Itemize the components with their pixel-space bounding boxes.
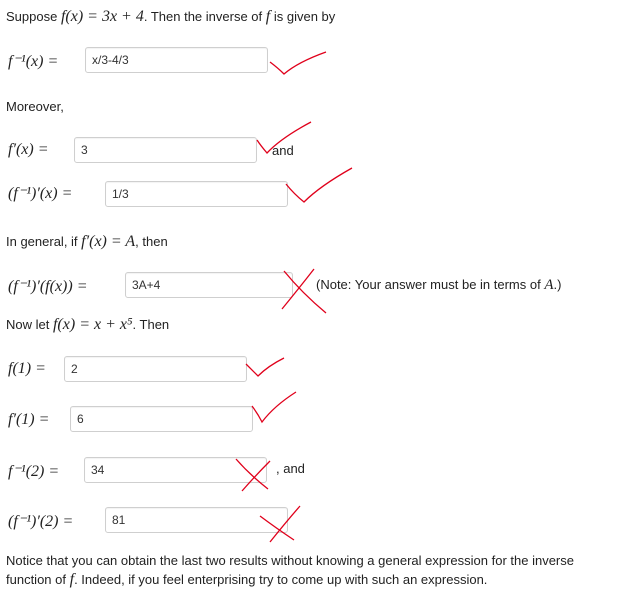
general-expr: f′(x) = A	[81, 233, 136, 250]
intro-suppose: Suppose	[6, 9, 58, 24]
notice-line2-b: . Indeed, if you feel enterprising try to come up with such an expression.	[74, 572, 488, 587]
notice-line2-a: function of	[6, 572, 66, 587]
intro-f-letter: f	[265, 8, 271, 25]
q-finvprime2-label: (f⁻¹)′(2) =	[8, 513, 74, 530]
intro-tail: . Then the inverse of	[143, 9, 263, 24]
q-finv2-label: f⁻¹(2) =	[8, 463, 60, 480]
note-end: .)	[553, 277, 562, 292]
q-inverse-label: f⁻¹(x) =	[8, 53, 59, 70]
f1-answer-field[interactable]: 2	[64, 356, 247, 382]
check-icon	[268, 48, 328, 78]
notice-line1: Notice that you can obtain the last two results without knowing a general expression for the inverse	[6, 553, 574, 568]
q-general-label: (f⁻¹)′(f(x)) =	[8, 278, 88, 295]
q-fprime1-label: f′(1) =	[8, 411, 50, 428]
now-let-tail: . Then	[132, 317, 170, 332]
finv2-answer-field[interactable]: 34	[84, 457, 267, 483]
q-f1-label: f(1) =	[8, 360, 46, 377]
general-text: In general, if	[6, 234, 78, 249]
now-let-text: Now let	[6, 317, 50, 332]
intro-function-def: f(x) = 3x + 4	[60, 8, 144, 25]
and-text-2: , and	[276, 461, 305, 476]
inverse-answer-field[interactable]: x/3-4/3	[85, 47, 268, 73]
general-answer-field[interactable]: 3A+4	[125, 272, 293, 298]
notice-paragraph	[6, 551, 574, 589]
now-let-expr: f(x) = x + x⁵	[52, 316, 133, 333]
now-let-line	[6, 316, 169, 334]
derivative-answer-field[interactable]: 3	[74, 137, 257, 163]
moreover-text: Moreover,	[6, 99, 64, 114]
notice-line2	[6, 570, 574, 589]
note-var: A	[544, 277, 554, 293]
cross-icon	[232, 455, 274, 493]
check-icon	[284, 166, 354, 206]
finvprime2-answer-field[interactable]: 81	[105, 507, 288, 533]
general-line	[6, 233, 168, 251]
notice-f-letter: f	[69, 571, 75, 588]
and-text-1: and	[272, 143, 294, 158]
inv-derivative-answer-field[interactable]: 1/3	[105, 181, 288, 207]
check-icon	[244, 356, 286, 382]
q-inv-derivative-label: (f⁻¹)′(x) =	[8, 185, 73, 202]
intro-tail2: is given by	[273, 9, 336, 24]
check-icon	[250, 390, 300, 426]
fprime1-answer-field[interactable]: 6	[70, 406, 253, 432]
general-tail: , then	[135, 234, 168, 249]
note-text: (Note: Your answer must be in terms of	[316, 277, 541, 292]
intro-line	[6, 8, 335, 26]
general-note	[316, 277, 561, 294]
q-derivative-label: f′(x) =	[8, 141, 49, 158]
cross-icon	[256, 504, 302, 544]
